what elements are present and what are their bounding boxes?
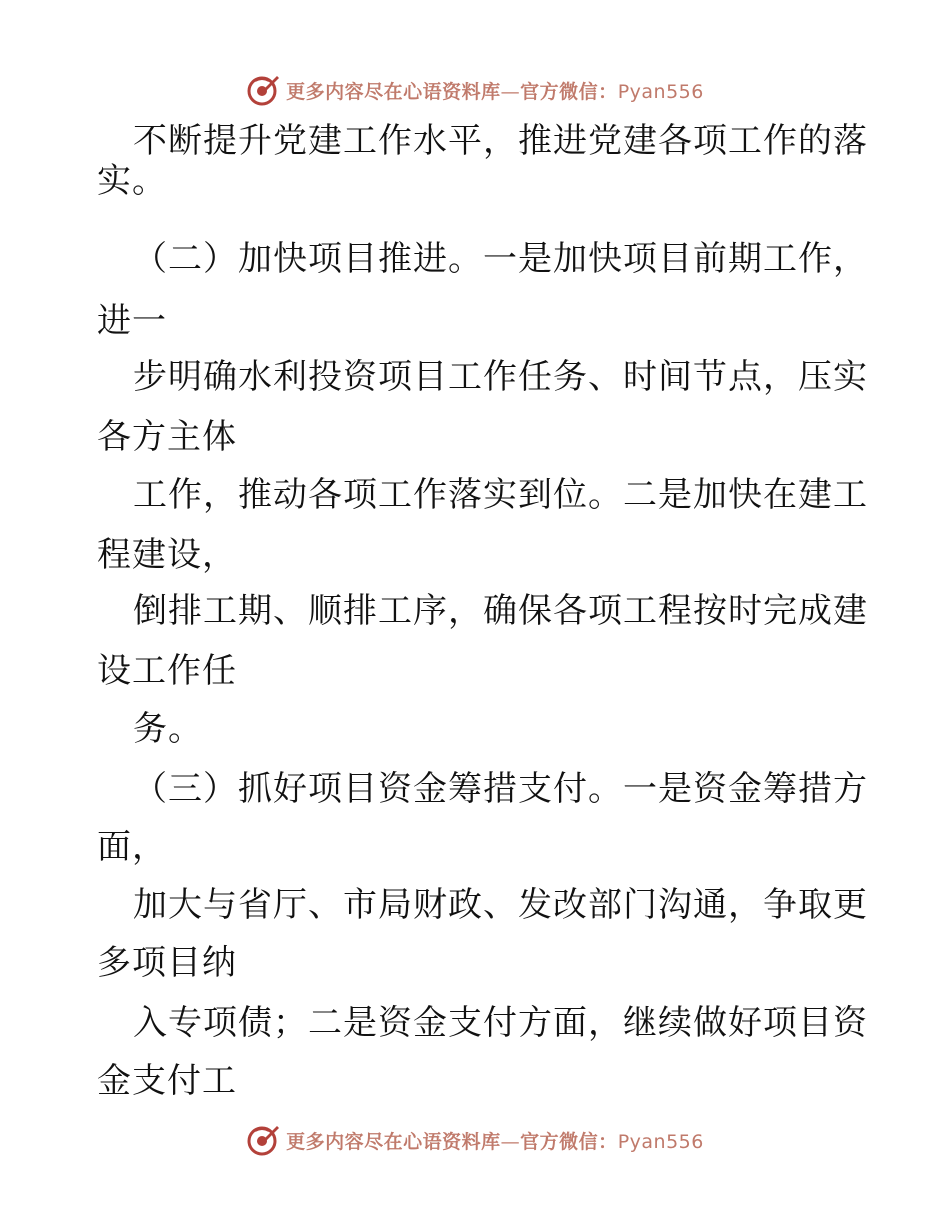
body-line: 倒排工期、顺排工序，确保各项工程按时完成建 (133, 591, 868, 631)
body-line: 工作，推动各项工作落实到位。二是加快在建工 (133, 475, 868, 515)
body-line: 程建设， (97, 535, 237, 575)
body-line: 设工作任 (97, 651, 237, 691)
body-line: 金支付工 (97, 1061, 237, 1101)
watermark-text (286, 1127, 704, 1154)
body-line: 各方主体 (97, 417, 237, 457)
body-line: 加大与省厅、市局财政、发改部门沟通，争取更 (133, 885, 868, 925)
watermark-label: 官方微信： (520, 1130, 618, 1153)
body-line: （三）抓好项目资金筹措支付。一是资金筹措方 (133, 769, 868, 809)
body-line: 进一 (97, 301, 167, 341)
body-line: 务。 (133, 709, 203, 749)
body-line: 面， (97, 827, 167, 867)
pen-logo-icon (246, 1123, 280, 1157)
watermark-cn: 更多内容尽在心语资料库 (286, 1130, 501, 1153)
watermark-text (286, 77, 704, 104)
footer-watermark (0, 1120, 950, 1160)
watermark-label: 官方微信： (520, 80, 618, 103)
header-watermark (0, 70, 950, 110)
body-line: 不断提升党建工作水平，推进党建各项工作的落 (133, 121, 868, 161)
watermark-cn: 更多内容尽在心语资料库 (286, 80, 501, 103)
watermark-handle: Pyan556 (617, 1130, 704, 1153)
watermark-dash: — (500, 80, 521, 103)
body-line: （二）加快项目推进。一是加快项目前期工作， (133, 239, 868, 279)
body-line: 多项目纳 (97, 943, 237, 983)
watermark-dash: — (500, 1130, 521, 1153)
body-line: 步明确水利投资项目工作任务、时间节点，压实 (133, 357, 868, 397)
watermark-handle: Pyan556 (617, 80, 704, 103)
body-line: 入专项债；二是资金支付方面，继续做好项目资 (133, 1003, 868, 1043)
pen-logo-icon (246, 73, 280, 107)
body-line: 实。 (97, 161, 167, 201)
